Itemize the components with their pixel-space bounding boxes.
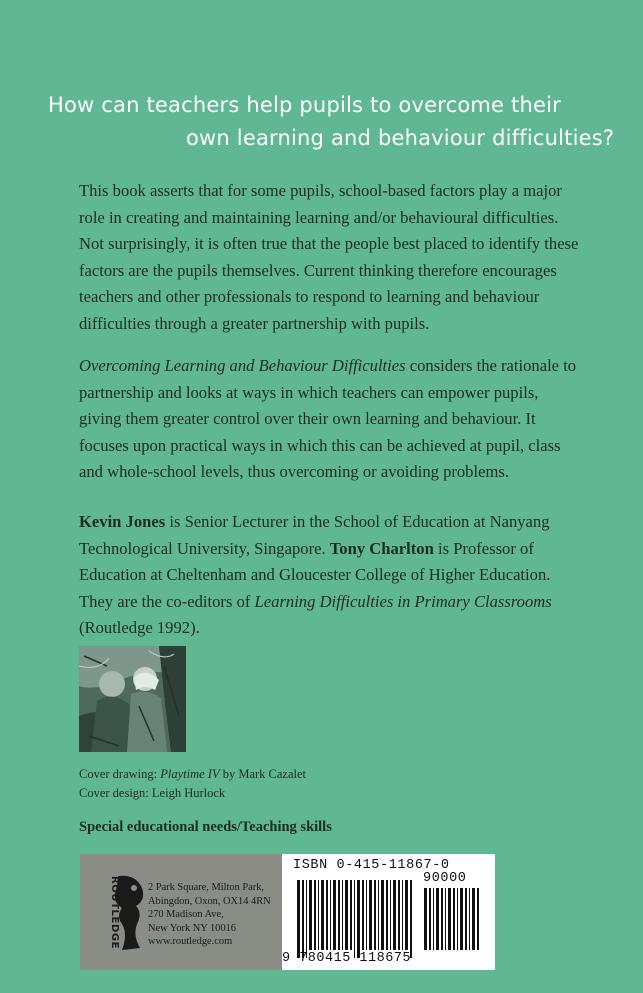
barcode-bar <box>374 880 376 950</box>
price-code: 90000 <box>423 871 467 886</box>
barcode-bar <box>433 888 434 950</box>
routledge-wordmark: ROUTLEDGE <box>109 876 120 950</box>
address-line: New York NY 10016 <box>148 922 236 934</box>
barcode-bar <box>448 888 451 950</box>
barcode-bar <box>354 880 355 958</box>
subject-category: Special educational needs/Teaching skills <box>79 819 332 835</box>
author1-bio: is Senior Lecturer in the School of Education at Nanyang Technological University, Singapore. <box>79 512 550 558</box>
routledge-logo <box>92 872 150 954</box>
barcode-bar <box>472 888 475 950</box>
ean-number: 9 780415 118675 <box>282 951 412 966</box>
barcode-bar <box>297 880 300 958</box>
barcode-bar <box>453 888 455 950</box>
previous-book-title: Learning Difficulties in Primary Classrooms <box>254 591 552 611</box>
barcode-bar <box>390 880 391 950</box>
barcode-bar <box>429 888 431 950</box>
address-line: Abingdon, Oxon, OX14 4RN <box>148 895 271 907</box>
barcode-bar <box>477 888 479 950</box>
barcode-bar <box>302 880 304 958</box>
barcode-bar <box>381 880 384 950</box>
author-kevin-jones: Kevin Jones <box>79 512 166 531</box>
barcode-bar <box>402 880 403 950</box>
barcode-bar <box>345 880 348 950</box>
barcode-bar <box>441 888 443 950</box>
barcode-bar <box>314 880 316 950</box>
barcode-bar <box>318 880 319 950</box>
barcode-bar <box>393 880 396 950</box>
cover-design-credit: Cover design: Leigh Hurlock <box>79 786 226 800</box>
previous-book-tail: (Routledge 1992). <box>79 618 200 637</box>
authors-paragraph <box>79 509 579 642</box>
barcode-bar <box>469 888 470 950</box>
barcode-bar <box>460 888 463 950</box>
publisher-address <box>148 881 271 949</box>
barcode-bar <box>306 880 307 958</box>
price-barcode <box>424 888 484 950</box>
barcode-panel <box>282 854 495 970</box>
drawing-artist: by Mark Cazalet <box>219 767 307 781</box>
drawing-label: Cover drawing: <box>79 767 161 781</box>
address-line: 270 Madison Ave, <box>148 909 224 921</box>
barcode-bar <box>362 880 364 950</box>
barcode-bar <box>357 880 360 958</box>
barcode-bar <box>445 888 446 950</box>
barcode-bar <box>457 888 458 950</box>
barcode-bar <box>309 880 312 950</box>
barcode-bar <box>410 880 412 958</box>
barcode-bar <box>465 888 467 950</box>
barcode-bar <box>321 880 324 950</box>
barcode-bar <box>436 888 439 950</box>
drawing-title: Playtime IV <box>160 767 220 781</box>
cover-drawing-thumbnail <box>79 646 186 752</box>
book-title: Overcoming Learning and Behaviour Difficulties <box>79 356 406 375</box>
barcode-bar <box>338 880 340 950</box>
description-paragraph: This book asserts that for some pupils, school-based factors play a major role in creating and maintaining learning and/or behavioural difficulties. Not surprisingly, it is often true that the people best placed to identify these factors are the pupils themselves. Current thinking therefore encourages teachers and other professionals to respond to learning and behaviour difficulties through a greater partnership with pupils. <box>79 181 579 333</box>
barcode-bar <box>398 880 400 950</box>
summary-text: considers the rationale to partnership and looks at ways in which teachers can empower pupils, giving them greater control over their own learning and behaviour. It focuses upon practical ways in which this can be achieved at pupil, class and whole-school levels, thus overcoming or avoiding problems. <box>79 356 577 481</box>
barcode-bar <box>366 880 367 950</box>
barcode-bar <box>405 880 408 950</box>
barcode-bar <box>342 880 343 950</box>
publisher-panel <box>80 854 282 970</box>
headline-line-1: How can teachers help pupils to overcome their <box>48 93 561 117</box>
barcode-bar <box>386 880 388 950</box>
headline-line-2: own learning and behaviour difficulties? <box>186 126 615 150</box>
barcode-bar <box>378 880 379 950</box>
address-line: 2 Park Square, Milton Park, <box>148 882 265 893</box>
barcode-bar <box>333 880 336 950</box>
author2-bio: is Professor of Education at Cheltenham and Gloucester College of Higher Education. They are the co-editors of <box>79 538 551 611</box>
barcode-bar <box>350 880 352 950</box>
isbn-number: ISBN 0-415-11867-0 <box>293 858 450 873</box>
cover-drawing-credit <box>79 765 306 783</box>
book-summary-paragraph <box>79 353 579 486</box>
barcode-bar <box>326 880 328 950</box>
isbn-barcode <box>297 880 417 960</box>
barcode-bar <box>330 880 331 950</box>
barcode-bar <box>369 880 372 950</box>
barcode-bar <box>424 888 427 950</box>
publisher-website: www.routledge.com <box>148 936 233 948</box>
author-tony-charlton: Tony Charlton <box>329 538 434 558</box>
